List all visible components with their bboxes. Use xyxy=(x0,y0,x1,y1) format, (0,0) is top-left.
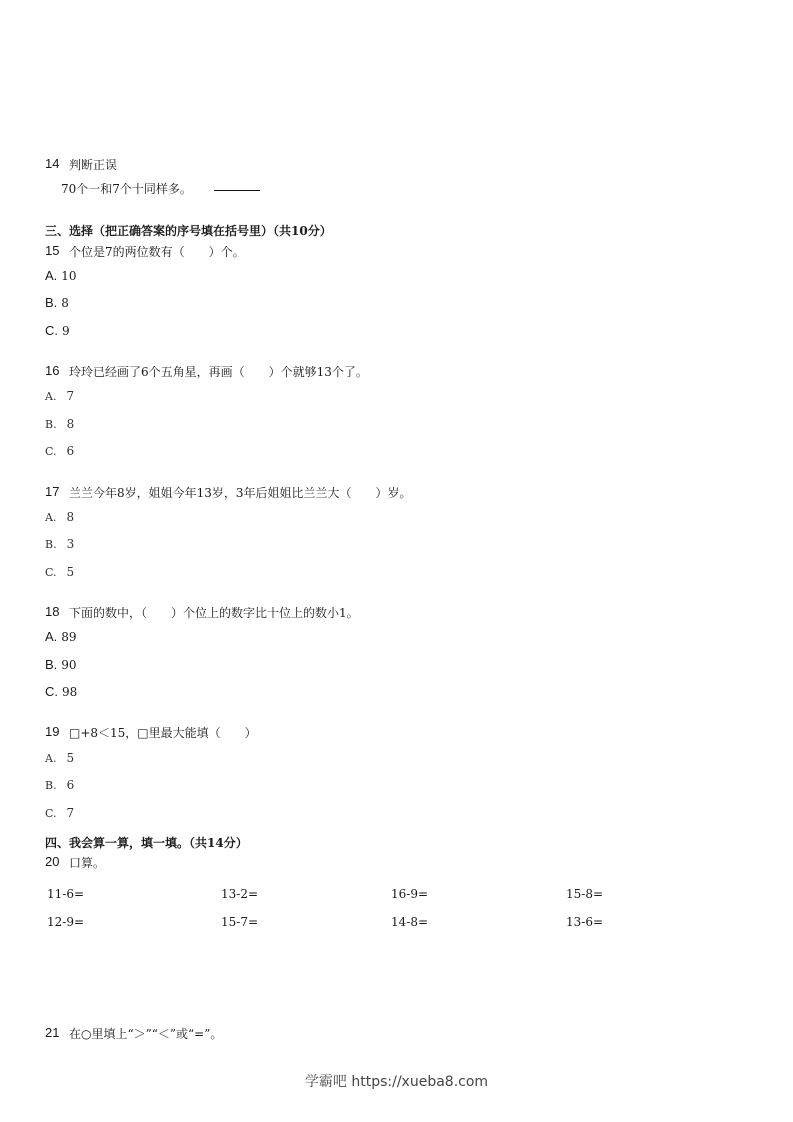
calc-item: 13-6= xyxy=(566,915,604,929)
option-label: C. xyxy=(45,684,58,699)
calc-item: 12-9= xyxy=(47,915,85,929)
question-text: 下面的数中，（ ）个位上的数字比十位上的数小1。 xyxy=(69,606,359,620)
calc-item: 14-8= xyxy=(391,915,429,929)
option-label: A. xyxy=(45,390,57,403)
option-value: 89 xyxy=(61,630,77,644)
option-a[interactable] xyxy=(45,268,77,283)
option-label: C. xyxy=(45,323,58,338)
question-number: 20 xyxy=(45,854,60,869)
option-value: 5 xyxy=(66,751,75,765)
answer-blank[interactable] xyxy=(214,189,260,191)
option-c[interactable] xyxy=(45,806,74,820)
option-b[interactable] xyxy=(45,295,69,310)
calc-item: 11-6= xyxy=(47,887,85,901)
calc-item: 15-8= xyxy=(566,887,604,901)
question-statement xyxy=(61,180,260,197)
question-number: 15 xyxy=(45,243,60,258)
option-b[interactable] xyxy=(45,417,74,431)
option-a[interactable] xyxy=(45,389,74,403)
option-label: A. xyxy=(45,511,57,524)
question-number: 19 xyxy=(45,724,60,739)
footer-watermark: 学霸吧 https://xueba8.com xyxy=(304,1074,489,1090)
option-a[interactable] xyxy=(45,751,74,765)
option-label: C. xyxy=(45,445,57,458)
question-number: 18 xyxy=(45,604,60,619)
option-label: B. xyxy=(45,295,58,310)
option-value: 7 xyxy=(66,806,75,820)
option-c[interactable] xyxy=(45,565,74,579)
option-label: C. xyxy=(45,566,57,579)
question-title: 口算。 xyxy=(69,856,106,870)
question-text: 在○里填上“＞”“＜”或“=”。 xyxy=(69,1027,223,1041)
option-value: 10 xyxy=(61,269,77,283)
question-text: 玲玲已经画了6个五角星，再画（ ）个就够13个了。 xyxy=(69,365,368,379)
section-heading: 三、选择（把正确答案的序号填在括号里）（共10分） xyxy=(45,224,332,238)
option-c[interactable] xyxy=(45,684,77,699)
question-number: 14 xyxy=(45,156,60,171)
option-value: 6 xyxy=(66,444,75,458)
option-value: 5 xyxy=(66,565,75,579)
option-label: B. xyxy=(45,538,57,551)
option-value: 8 xyxy=(66,510,75,524)
option-label: A. xyxy=(45,629,58,644)
option-value: 7 xyxy=(66,389,75,403)
option-b[interactable] xyxy=(45,537,74,551)
option-value: 9 xyxy=(62,324,70,338)
option-a[interactable] xyxy=(45,510,74,524)
option-value: 3 xyxy=(66,537,75,551)
calc-item: 15-7= xyxy=(221,915,259,929)
question-title: 判断正误 xyxy=(69,158,118,172)
calc-item: 13-2= xyxy=(221,887,259,901)
option-label: A. xyxy=(45,752,57,765)
option-label: B. xyxy=(45,779,57,792)
option-value: 90 xyxy=(61,658,77,672)
option-b[interactable] xyxy=(45,657,77,672)
question-number: 21 xyxy=(45,1025,60,1040)
option-value: 8 xyxy=(61,296,69,310)
question-number: 16 xyxy=(45,363,60,378)
option-value: 6 xyxy=(66,778,75,792)
option-value: 8 xyxy=(66,417,75,431)
option-b[interactable] xyxy=(45,778,74,792)
calc-item: 16-9= xyxy=(391,887,429,901)
option-label: C. xyxy=(45,807,57,820)
option-c[interactable] xyxy=(45,444,74,458)
question-text: □+8＜15，□里最大能填（ ） xyxy=(69,726,257,740)
question-number: 17 xyxy=(45,484,60,499)
option-value: 98 xyxy=(62,685,78,699)
question-text: 个位是7的两位数有（ ）个。 xyxy=(69,245,245,259)
question-text: 兰兰今年8岁，姐姐今年13岁，3年后姐姐比兰兰大（ ）岁。 xyxy=(69,486,412,500)
section-heading: 四、我会算一算，填一填。（共14分） xyxy=(45,836,248,850)
option-a[interactable] xyxy=(45,629,77,644)
option-label: A. xyxy=(45,268,58,283)
option-c[interactable] xyxy=(45,323,70,338)
option-label: B. xyxy=(45,657,58,672)
option-label: B. xyxy=(45,418,57,431)
statement-text: 70个一和7个十同样多。 xyxy=(61,182,192,196)
